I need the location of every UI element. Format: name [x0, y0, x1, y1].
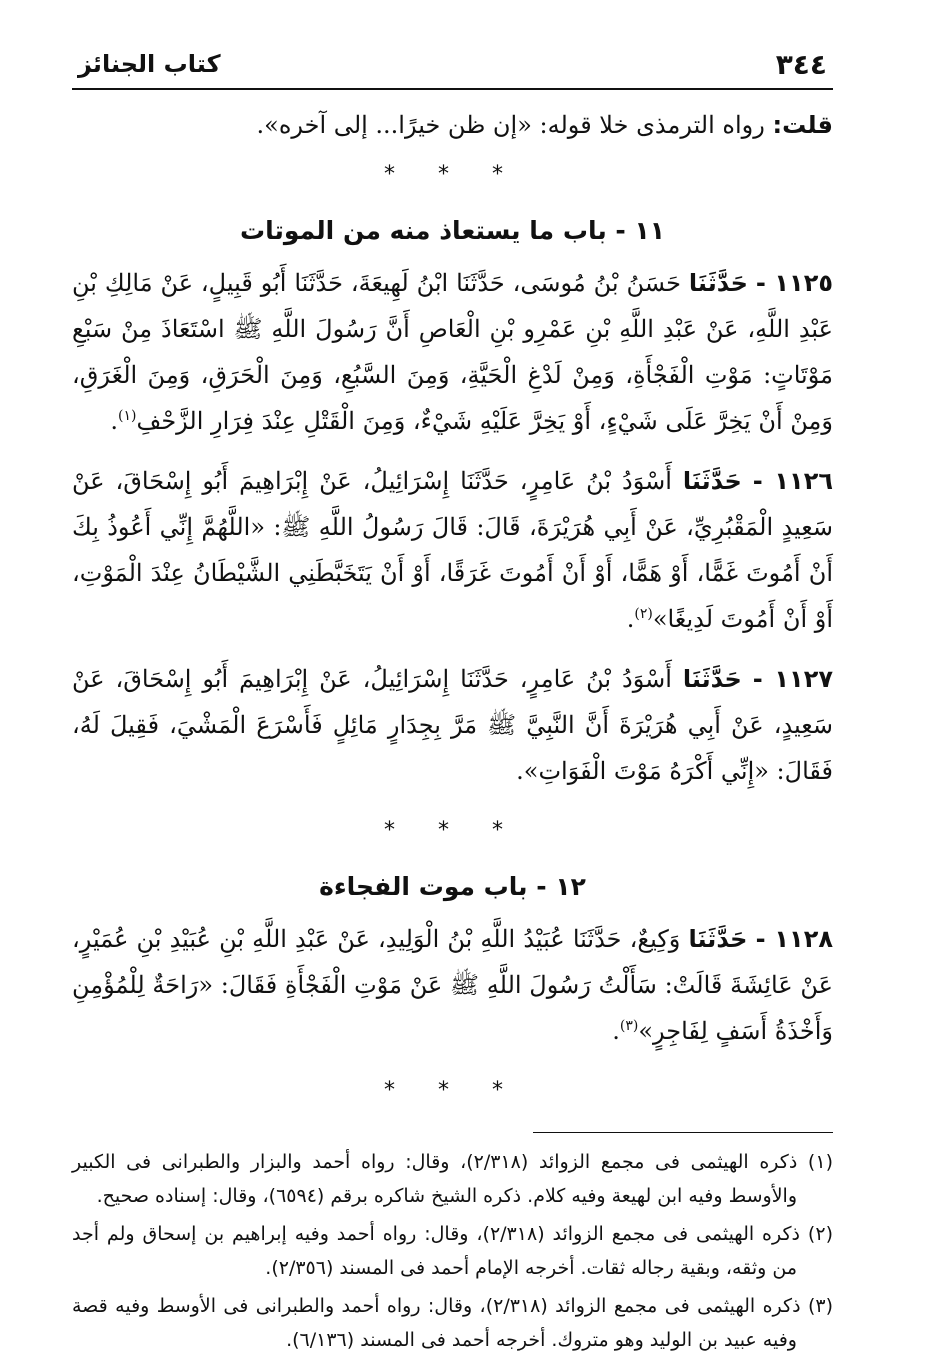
footnote-ref[interactable]: (١)	[118, 408, 137, 424]
note-label: قلت:	[772, 111, 833, 139]
chapter-heading-12: ١٢ - باب موت الفجاءة	[319, 872, 586, 901]
hadith-chain-word: حَدَّثَنَا	[688, 925, 748, 953]
page-body	[72, 102, 833, 1114]
hadith-number: ١١٢٥ -	[755, 269, 833, 297]
book-page	[72, 40, 833, 1351]
page-number: ٣٤٤	[775, 48, 827, 81]
hadith-end: .	[626, 605, 635, 633]
hadith-1128	[72, 916, 833, 1054]
footnote-ref[interactable]: (٣)	[619, 1018, 639, 1034]
hadith-1126	[72, 458, 833, 642]
hadith-number: ١١٢٦ -	[752, 467, 833, 495]
section-separator: * * *	[384, 162, 521, 187]
footnotes	[72, 1145, 833, 1357]
hadith-end: .	[612, 1017, 620, 1045]
hadith-text: أَسْوَدُ بْنُ عَامِرٍ، حَدَّثَنَا إِسْرَائِيلُ، عَنْ إِبْرَاهِيمَ أَبُو إِسْحَاقَ، عَنْ سَعِيدٍ، عَنْ أَبِي هُرَيْرَةَ أَنَّ النَّبِيَّ ﷺ مَرَّ بِجِدَارٍ مَائِلٍ فَأَسْرَعَ الْمَشْيَ، فَقِيلَ لَهُ، فَقَالَ: «إِنِّي أَكْرَهُ مَوْتَ الْفَوَاتِ».	[72, 665, 833, 785]
section-separator: * * *	[384, 1078, 521, 1103]
footnote-3: (٣) ذكره الهيثمى فى مجمع الزوائد (٢/٣١٨)، وقال: رواه أحمد والطبرانى فى الأوسط وفيه قصة وفيه عبيد بن الوليد وهو متروك. أخرجه أحمد فى المسند (٦/١٣٦).	[72, 1295, 833, 1351]
footnote-1: (١) ذكره الهيثمى فى مجمع الزوائد (٢/٣١٨)، وقال: رواه أحمد والبزار والطبرانى فى الكبير والأوسط وفيه ابن لهيعة وفيه كلام. ذكره الشيخ شاكره برقم (٦٥٩٤)، وقال: إسناده صحيح.	[72, 1151, 833, 1207]
hadith-text: أَسْوَدُ بْنُ عَامِرٍ، حَدَّثَنَا إِسْرَائِيلُ، عَنْ إِبْرَاهِيمَ أَبُو إِسْحَاقَ، عَنْ سَعِيدٍ الْمَقْبُرِيِّ، عَنْ أَبِي هُرَيْرَةَ، قَالَ: قَالَ رَسُولُ اللَّهِ ﷺ: «اللَّهُمَّ إِنِّي أَعُوذُ بِكَ أَنْ أَمُوتَ غَمًّا، أَوْ هَمًّا، أَوْ أَنْ أَمُوتَ غَرَقًا، أَوْ أَنْ يَتَخَبَّطَنِي الشَّيْطَانُ عِنْدَ الْمَوْتِ، أَوْ أَنْ أَمُوتَ لَدِيغًا»	[72, 467, 833, 633]
section-separator: * * *	[384, 818, 521, 843]
hadith-chain-word: حَدَّثَنَا	[682, 665, 742, 693]
footnote-ref[interactable]: (٢)	[634, 606, 653, 622]
book-title: كتاب الجنائز	[78, 50, 221, 78]
hadith-chain-word: حَدَّثَنَا	[682, 467, 742, 495]
hadith-chain-word: حَدَّثَنَا	[688, 269, 748, 297]
note-text: رواه الترمذى خلا قوله: «إن ظن خيرًا... إلى آخره».	[256, 111, 765, 139]
hadith-end: .	[110, 407, 119, 435]
chapter-heading-11: ١١ - باب ما يستعاذ منه من الموتات	[239, 216, 666, 245]
page-header	[72, 40, 833, 90]
hadith-number: ١١٢٨ -	[755, 925, 833, 953]
hadith-1125	[72, 260, 833, 444]
hadith-number: ١١٢٧ -	[752, 665, 833, 693]
hadith-text: وَكِيعٌ، حَدَّثَنَا عُبَيْدُ اللَّهِ بْنُ الْوَلِيدِ، عَنْ عَبْدِ اللَّهِ بْنِ عُبَيْدِ بْنِ عُمَيْرٍ، عَنْ عَائِشَةَ قَالَتْ: سَأَلْتُ رَسُولَ اللَّهِ ﷺ عَنْ مَوْتِ الْفَجْأَةِ فَقَالَ: «رَاحَةٌ لِلْمُؤْمِنِ وَأَخْذَةُ أَسَفٍ لِفَاجِرٍ»	[72, 925, 833, 1045]
footnote-divider	[533, 1132, 833, 1133]
hadith-text: حَسَنُ بْنُ مُوسَى، حَدَّثَنَا ابْنُ لَهِيعَةَ، حَدَّثَنَا أَبُو قَبِيلٍ، عَنْ مَالِكِ بْنِ عَبْدِ اللَّهِ، عَنْ عَبْدِ اللَّهِ بْنِ عَمْرِو بْنِ الْعَاصِ أَنَّ رَسُولَ اللَّهِ ﷺ اسْتَعَاذَ مِنْ سَبْعِ مَوْتَاتٍ: مَوْتِ الْفَجْأَةِ، وَمِنْ لَدْغِ الْحَيَّةِ، وَمِنَ السَّبُعِ، وَمِنَ الْحَرَقِ، وَمِنَ الْغَرَقِ، وَمِنْ أَنْ يَخِرَّ عَلَى شَيْءٍ، أَوْ يَخِرَّ عَلَيْهِ شَيْءٌ، وَمِنَ الْقَتْلِ عِنْدَ فِرَارِ الزَّحْفِ	[72, 269, 833, 435]
hadith-1127	[72, 656, 833, 794]
author-note	[72, 102, 833, 148]
footnote-2: (٢) ذكره الهيثمى فى مجمع الزوائد (٢/٣١٨)، وقال: رواه أحمد وفيه إبراهيم بن إسحاق ولم أجد من وثقه، وبقية رجاله ثقات. أخرجه الإمام أحمد فى المسند (٢/٣٥٦).	[72, 1223, 833, 1279]
